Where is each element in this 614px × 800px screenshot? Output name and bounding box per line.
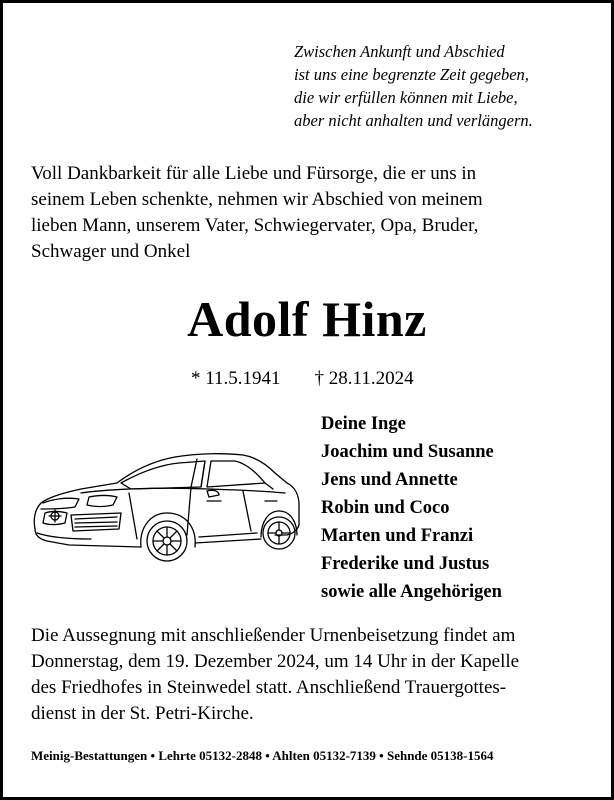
intro-line: Schwager und Onkel	[31, 241, 191, 262]
deceased-name: Adolf Hinz	[187, 291, 427, 347]
notice-line: dienst in der St. Petri-Kirche.	[31, 703, 254, 724]
poem-line: ist uns eine begrenzte Zeit gegeben,	[294, 65, 529, 84]
mourners-list	[321, 410, 502, 606]
death-date: † 28.11.2024	[314, 368, 414, 389]
poem-line: aber nicht anhalten und verlängern.	[294, 111, 533, 130]
poem	[294, 40, 533, 132]
car-drawing-icon	[29, 443, 305, 567]
mourner: Joachim und Susanne	[321, 442, 494, 462]
intro-line: seinem Leben schenkte, nehmen wir Abschied von meinem	[31, 189, 483, 210]
notice-line: des Friedhofes in Steinwedel statt. Anschließend Trauergottes-	[31, 677, 507, 698]
mourner: Jens und Annette	[321, 470, 458, 490]
mourner: sowie alle Angehörigen	[321, 582, 502, 602]
life-dates	[191, 367, 414, 391]
mourner: Marten und Franzi	[321, 526, 474, 546]
intro-line: Voll Dankbarkeit für alle Liebe und Fürsorge, die er uns in	[31, 163, 477, 184]
mourner: Robin und Coco	[321, 498, 450, 518]
birth-date: * 11.5.1941	[191, 368, 281, 389]
mourner: Deine Inge	[321, 414, 406, 434]
intro-line: lieben Mann, unserem Vater, Schwiegervater, Opa, Bruder,	[31, 215, 479, 236]
intro-paragraph	[31, 161, 483, 265]
poem-line: die wir erfüllen können mit Liebe,	[294, 88, 518, 107]
poem-line: Zwischen Ankunft und Abschied	[294, 42, 505, 61]
notice-line: Donnerstag, dem 19. Dezember 2024, um 14 Uhr in der Kapelle	[31, 651, 520, 672]
funeral-notice	[31, 623, 519, 727]
notice-line: Die Aussegnung mit anschließender Urnenbeisetzung findet am	[31, 625, 516, 646]
mourner: Frederike und Justus	[321, 554, 490, 574]
funeral-home-footer: Meinig-Bestattungen • Lehrte 05132-2848 • Ahlten 05132-7139 • Sehnde 05138-1564	[31, 748, 494, 763]
